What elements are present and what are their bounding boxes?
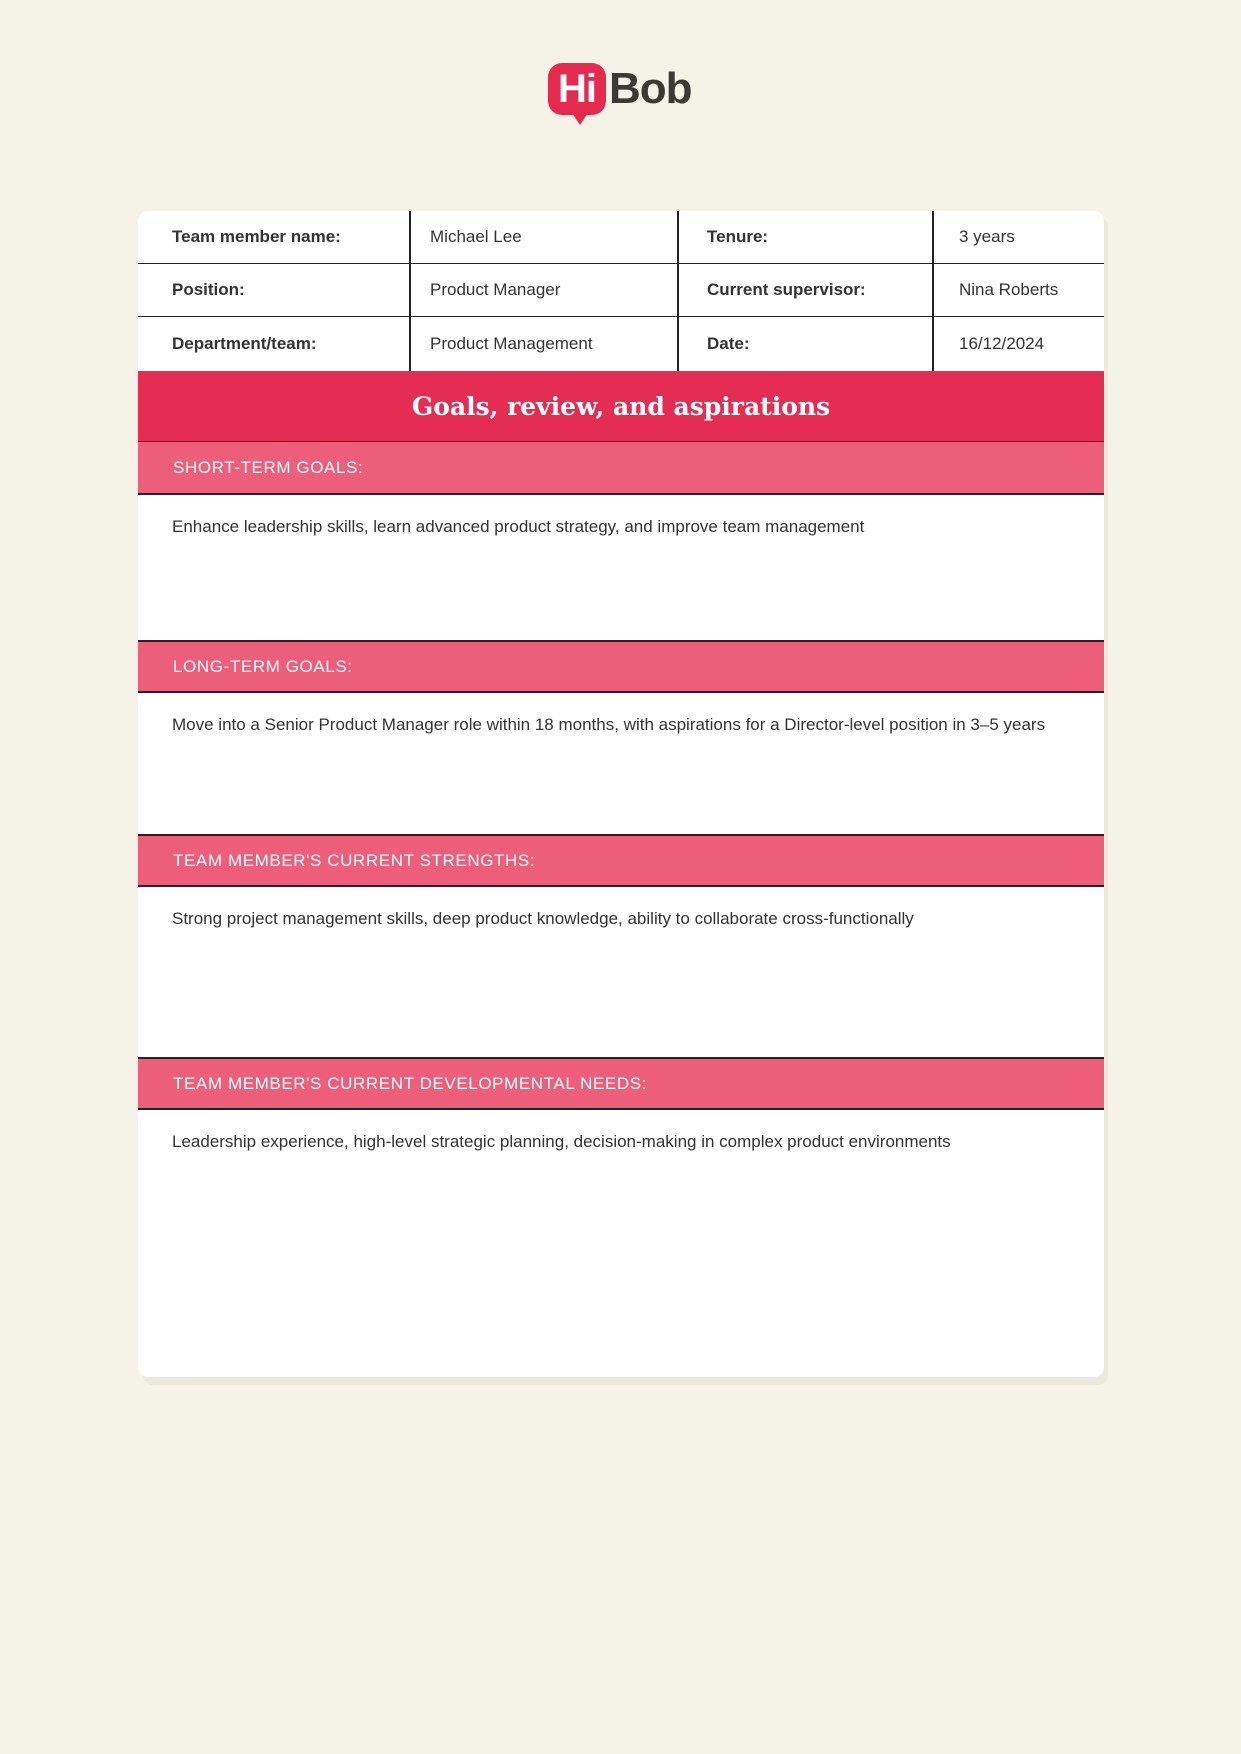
developmental-needs-text: Leadership experience, high-level strategic planning, decision-making in complex product environments [172, 1132, 951, 1151]
info-value-supervisor: Nina Roberts [933, 264, 1104, 317]
logo-hi-text: Hi [558, 67, 596, 111]
info-value-name: Michael Lee [410, 211, 678, 264]
info-label-date: Date: [678, 317, 933, 372]
employee-info-table [138, 211, 1104, 371]
info-label-supervisor: Current supervisor: [678, 264, 933, 317]
hibob-logo [548, 58, 692, 120]
short-term-goals-header: SHORT-TERM GOALS: [138, 442, 1104, 495]
info-value-department: Product Management [410, 317, 678, 372]
info-label-department: Department/team: [172, 334, 317, 353]
info-label-name: Team member name: [138, 211, 410, 264]
developmental-needs-header: TEAM MEMBER'S CURRENT DEVELOPMENTAL NEEDS: [138, 1057, 1104, 1110]
strengths-header: TEAM MEMBER'S CURRENT STRENGTHS: [138, 834, 1104, 887]
strengths-text: Strong project management skills, deep product knowledge, ability to collaborate cross-functionally [172, 909, 914, 928]
info-value-position: Product Manager [410, 264, 678, 317]
long-term-goals-header: LONG-TERM GOALS: [138, 640, 1104, 693]
info-value-date: 16/12/2024 [933, 317, 1104, 372]
info-row [138, 317, 1104, 372]
info-label-position: Position: [138, 264, 410, 317]
info-value-tenure: 3 years [933, 211, 1104, 264]
review-form-card [138, 211, 1104, 1377]
section-title: Goals, review, and aspirations [138, 371, 1104, 442]
logo-speech-bubble [548, 63, 606, 115]
long-term-goals-text: Move into a Senior Product Manager role within 18 months, with aspirations for a Director-level position in 3–5 years [172, 715, 1046, 734]
info-row [138, 264, 1104, 317]
info-row [138, 211, 1104, 264]
short-term-goals-text: Enhance leadership skills, learn advanced product strategy, and improve team management [172, 517, 865, 536]
logo-bob-text: Bob [609, 64, 692, 113]
info-label-tenure: Tenure: [678, 211, 933, 264]
